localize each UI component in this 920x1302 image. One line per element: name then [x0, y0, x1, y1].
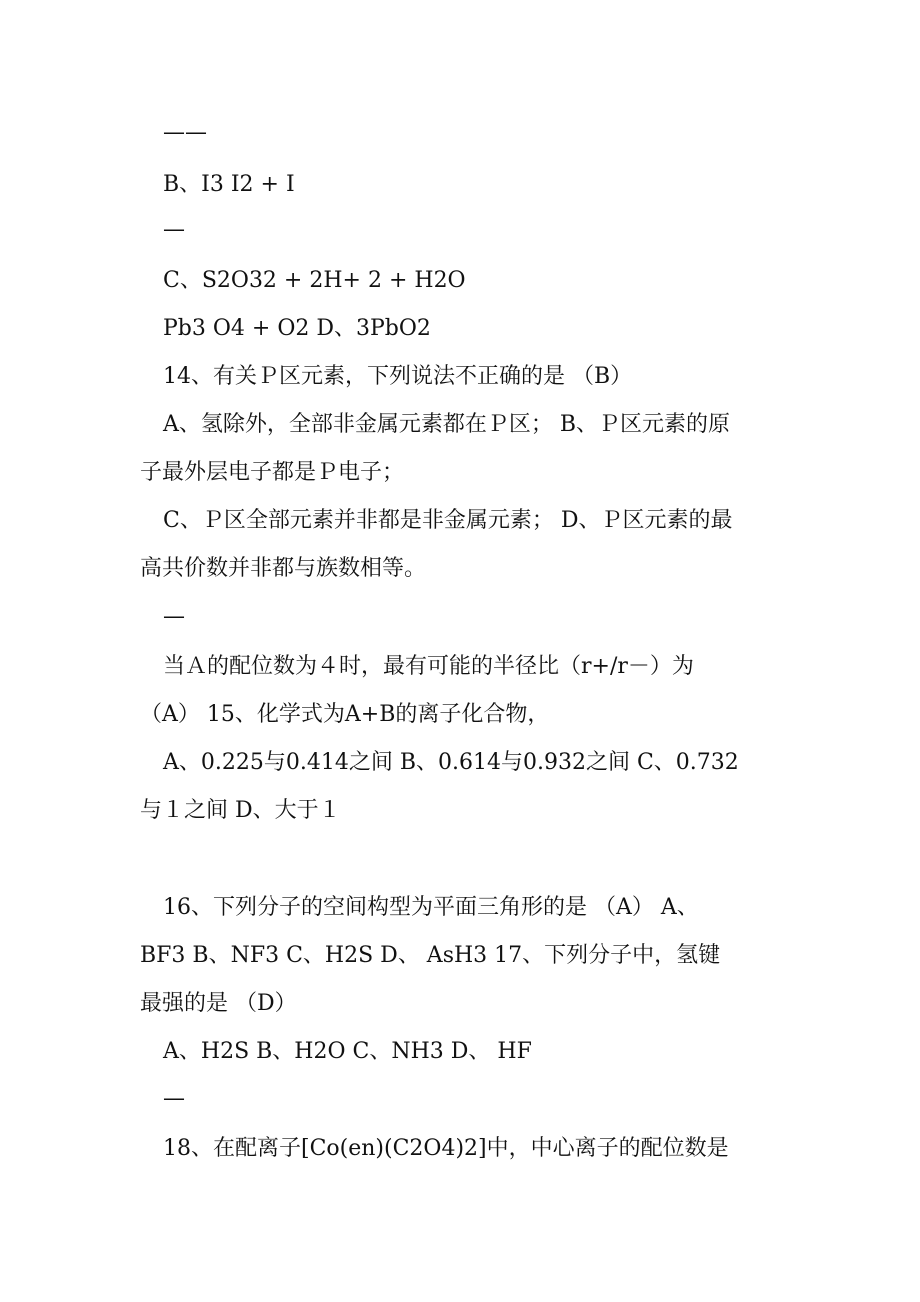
text-line: 子最外层电子都是Ｐ电子； [140, 460, 405, 485]
text-line: —— [163, 120, 207, 145]
text-line: — [163, 217, 185, 242]
text-line: 高共价数并非都与族数相等。 [140, 556, 427, 581]
text-line: 与１之间 D、大于１ [140, 798, 341, 823]
question-18: 18、在配离子[Co(en)(C2O4)2]中，中心离子的配位数是 [163, 1136, 729, 1161]
text-line: — [163, 604, 185, 629]
text-line: B、I3 I2 + I [163, 172, 295, 197]
text-line: A、氢除外，全部非金属元素都在Ｐ区； B、Ｐ区元素的原 [163, 412, 731, 437]
text-line: — [163, 1086, 185, 1111]
question-15: （A） 15、化学式为A+B的离子化合物， [140, 702, 550, 727]
text-line: A、H2S B、H2O C、NH3 D、 HF [163, 1039, 532, 1064]
text-line: C、S2O32 + 2H+ 2 + H2O [163, 268, 466, 293]
question-14: 14、有关Ｐ区元素，下列说法不正确的是 （B） [163, 364, 633, 389]
text-line: 当Ａ的配位数为４时，最有可能的半径比（r+/r－）为 [163, 654, 694, 679]
text-line: Pb3 O4 + O2 D、3PbO2 [163, 316, 431, 341]
text-line: 最强的是 （D） [140, 991, 297, 1016]
question-16: 16、下列分子的空间构型为平面三角形的是 （A） A、 [163, 895, 699, 920]
question-17: BF3 B、NF3 C、H2S D、 AsH3 17、下列分子中，氢键 [140, 943, 721, 968]
text-line: C、Ｐ区全部元素并非都是非金属元素； D、Ｐ区元素的最 [163, 508, 733, 533]
text-line: A、0.225与0.414之间 B、0.614与0.932之间 C、0.732 [163, 750, 739, 775]
